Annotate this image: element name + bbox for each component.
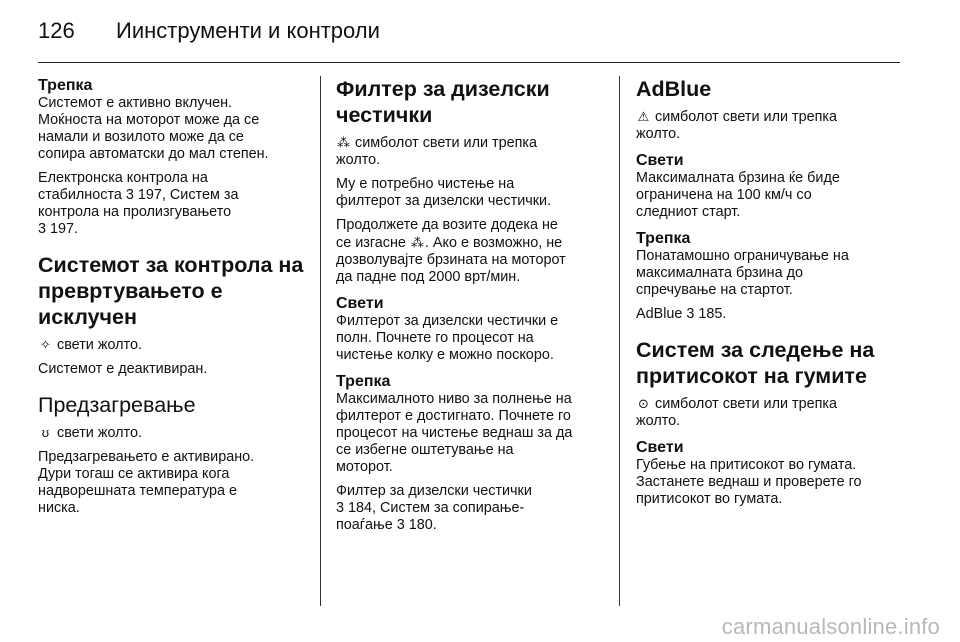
text-line: Понатамошно ограничување на [636,248,849,264]
dpf-icon: ⁂ [337,135,350,150]
section-heading-dpf [336,76,606,128]
text-line: притисокот во гумата. [636,491,783,507]
paragraph-deactivated: Системот е деактивиран. [38,361,208,377]
page-reference[interactable]: 197, Систем за [137,187,239,203]
text-line: Дури тогаш се активира кога [38,466,230,482]
text-line: сопира автоматски до мал степен. [38,146,269,162]
text-line: филтерот за дизелски честички. [336,193,552,209]
reference-arrow-icon: 3 [125,187,134,203]
heading-line: Филтер за дизелски [336,77,550,101]
page-title: Иинструменти и контроли [116,18,380,43]
text-line: симболот свети или трепка [355,135,538,151]
subheading-blink: Трепка [38,77,93,94]
paragraph-speed-limited [636,170,906,221]
page-header [38,18,900,50]
text-line: Максималната брзина ќе биде [636,170,840,186]
paragraph-adblue-reference [636,306,906,323]
text-line: контрола на пролизгувањето [38,204,232,220]
reference-arrow-icon: 3 [336,500,345,516]
heading-line: превртувањето е [38,279,223,303]
header-rule [38,62,900,63]
subheading-on: Свети [636,439,684,456]
paragraph-max-level [336,391,606,476]
text-line: се избегне оштетување на [336,442,514,458]
text-line: свети жолто. [57,337,142,353]
subheading-on: Свети [336,295,384,312]
paragraph-traction-symbol [38,336,308,354]
paragraph-esc-reference [38,170,308,238]
heading-line: честички [336,103,433,127]
paragraph-filter-full [336,313,606,364]
text-line: се изгасне [336,235,406,251]
column-3 [636,76,906,515]
paragraph-cleaning-needed [336,176,606,210]
text-line: Електронска контрола на [38,170,208,186]
text-line: Му е потребно чистење на [336,176,515,192]
column-divider-1 [320,76,321,606]
column-divider-2 [619,76,620,606]
text-line: свети жолто. [57,425,142,441]
text-line: дозволувајте брзината на моторот [336,252,566,268]
reference-arrow-icon: 3 [396,517,405,533]
text-line: Застанете веднаш и проверете го [636,474,862,490]
dpf-icon: ⁂ [410,235,424,250]
text-line: стабилноста [38,187,122,203]
page-reference[interactable]: 180. [408,517,437,533]
text-line: намали и возилото може да се [38,129,244,145]
tire-pressure-icon: ⊙ [638,396,649,411]
paragraph-preheat-symbol [38,424,308,442]
page-reference[interactable]: 184, Систем за сопирање- [348,500,525,516]
column-1 [38,76,308,524]
text-line: филтерот е достигнато. Почнете го [336,408,571,424]
paragraph-dpf-symbol [336,134,606,169]
text-line: ниска. [38,500,80,516]
text-line: да падне под 2000 врт/мин. [336,269,521,285]
text-line: жолто. [336,152,381,168]
section-heading-preheat: Предзагревање [38,393,196,417]
text-line: Максималното ниво за полнење на [336,391,572,407]
reference-arrow-icon: 3 [686,306,695,322]
paragraph-active [38,95,308,163]
text-line: надворешната температура е [38,483,238,499]
text-line: Филтер за дизелски честички [336,483,532,499]
paragraph-pressure-loss [636,457,906,508]
section-heading-tpms [636,337,906,389]
heading-line: исклучен [38,305,137,329]
text-line: Продолжете да возите додека не [336,217,558,233]
text-line: Моќноста на моторот може да се [38,112,260,128]
text-line: Предзагревањето е активирано. [38,449,255,465]
paragraph-preheat [38,449,308,517]
text-line: чистење колку е можно поскоро. [336,347,554,363]
section-heading-traction-off [38,252,308,330]
text-line: AdBlue [636,306,683,322]
paragraph-dpf-references [336,483,606,534]
traction-off-icon: ✧ [40,337,51,352]
text-line: жолто. [636,413,681,429]
text-line: спречување на стартот. [636,282,793,298]
text-line: поаѓање [336,517,393,533]
text-line: максималната брзина до [636,265,804,281]
text-line: Губење на притисокот во гумата. [636,457,857,473]
page-reference[interactable]: 197. [50,221,79,237]
text-line: ограничена на 100 км/ч со [636,187,812,203]
text-line: процесот на чистење веднаш за да [336,425,573,441]
subheading-blink: Трепка [336,373,391,390]
text-line: Системот е активно вклучен. [38,95,233,111]
subheading-on: Свети [636,152,684,169]
watermark: carmanualsonline.info [721,614,940,639]
page-reference[interactable]: 185. [698,306,727,322]
column-2 [336,76,606,541]
text-line: симболот свети или трепка [655,109,838,125]
text-line: . Ако е возможно, не [424,235,563,251]
text-line: симболот свети или трепка [655,396,838,412]
text-line: жолто. [636,126,681,142]
paragraph-further-limit [636,248,906,299]
paragraph-continue-driving [336,217,606,286]
heading-line: притисокот на гумите [636,364,867,388]
text-line: полн. Почнете го процесот на [336,330,534,346]
adblue-icon: ⚠ [637,109,650,124]
paragraph-adblue-symbol [636,108,906,143]
subheading-blink: Трепка [636,230,691,247]
heading-line: Системот за контрола на [38,253,304,277]
reference-arrow-icon: 3 [38,221,47,237]
paragraph-tpms-symbol [636,395,906,430]
preheat-icon: ʊ [41,425,50,440]
text-line: моторот. [336,459,393,475]
page-number: 126 [38,18,75,43]
text-line: Филтерот за дизелски честички е [336,313,559,329]
text-line: следниот старт. [636,204,741,220]
heading-line: Систем за следење на [636,338,875,362]
section-heading-adblue: AdBlue [636,77,712,101]
